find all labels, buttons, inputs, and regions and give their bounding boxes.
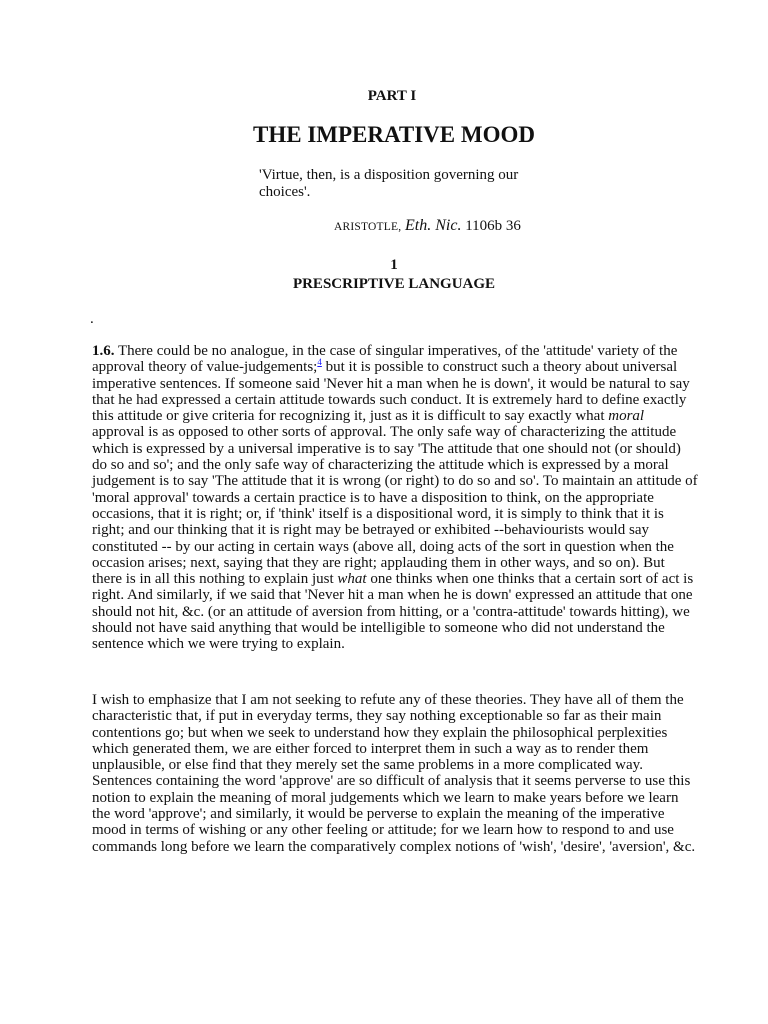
footnote-link[interactable]: 4 [317, 357, 322, 368]
section-number: 1.6. [92, 343, 115, 359]
page-title: THE IMPERATIVE MOOD [253, 122, 535, 147]
paragraph-text: approval is as opposed to other sorts of approval. The only safe way of characterizing the attitude which is expressed by a universal imperative is to say 'The attitude that one should not (or should) do so and so'; and the only safe way of characterizing the attitude which is expressed by a moral judgement is to say 'The attitude that it is wrong (or right) to do so and so'. To maintain an attitude of 'moral approval' towards a certain practice is to have a disposition to think, on the appropriate occasions, that it is right; or, if 'think' itself is a dispositional word, it is simply to think that it is right; and our thinking that it is right may be betrayed or exhibited --behaviourists would say constituted -- by our acting in certain ways (above all, doing acts of the sort in question when the occasion arises; next, saying that they are right; applauding them in other ways, and so on). But there is in all this nothing to explain just [92, 424, 698, 588]
epigraph-attribution [334, 217, 521, 235]
paragraph-text: one thinks when one thinks that a certain sort of act is right. And similarly, if we said that 'Never hit a man when he is down' expressed an attitude that one should not hit, &c. (or an attitude of aversion from hitting, or a 'contra-attitude' towards hitting), we should not have said anything that would be intelligible to someone who did not understand the sentence which we were trying to explain. [92, 571, 694, 653]
body-paragraph-2: I wish to emphasize that I am not seeking to refute any of these theories. They have all of them the characteristic that, if put in everyday terms, they say nothing exceptionable so far as their main contentions go; but when we seek to understand how they explain the philosophical perplexities which generated them, we are either forced to interpret them in such a way as to render them unplausible, or else find that they merely set the same problems in a more complicated way. Sentences containing the word 'approve' are so difficult of analysis that it seems perverse to use this notion to explain the meaning of moral judgements which we learn to make years before we learn the word 'approve'; and similarly, it would be perverse to explain the meaning of the imperative mood in terms of wishing or any other feeling or attitude; for we learn how to respond to and use commands long before we learn the comparatively complex notions of 'wish', 'desire', 'aversion', &c. [92, 692, 696, 855]
emphasis-text: moral [608, 408, 645, 425]
chapter-title: PRESCRIPTIVE LANGUAGE [292, 276, 496, 292]
emphasis-text: what [337, 571, 367, 588]
part-heading: PART I [367, 88, 417, 104]
epigraph-reference: 1106b 36 [465, 218, 521, 234]
epigraph-quote: 'Virtue, then, is a disposition governing our choices'. [259, 167, 519, 200]
paragraph-text: There could be no analogue, in the case of singular imperatives, of the 'attitude' variety of the approval theory of value-judgements; [92, 343, 678, 376]
paragraph-text: but it is possible to construct such a theory about universal imperative sentences. If someone said 'Never hit a man when he is down', it would be natural to say that he had expressed a certain attitude towards such conduct. It is extremely hard to define exactly this attitude or give criteria for recognizing it, just as it is difficult to say exactly what [92, 359, 690, 425]
chapter-number: 1 [390, 257, 398, 273]
separator-dot: . [90, 311, 94, 327]
body-paragraph-1 [92, 343, 698, 653]
epigraph-author: ARISTOTLE, [334, 221, 402, 233]
epigraph-work: Eth. Nic. [405, 217, 462, 234]
